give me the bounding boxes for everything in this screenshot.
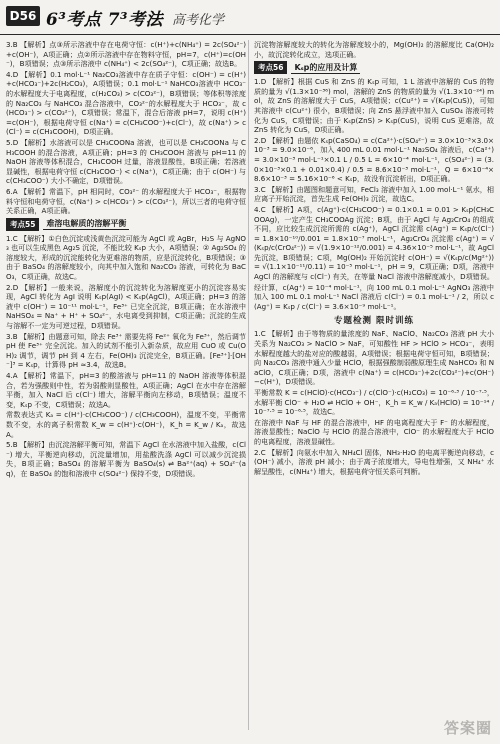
section-heading-56 <box>254 61 494 74</box>
answer-paragraph: 5.D 【解析】水溶液可以是 CH₃COONa 溶液，也可以是 CH₃COONa 与 CH₃COOH 的混合溶液，A项正确；pH=3 的 CH₃COOH 溶液与 pH=11 的 NaOH 溶液等体积混合，CH₃COOH 过量，溶液显酸性，B项正确；若溶液显碱性，根据电荷守恒 c(CH₃COO⁻) < c(Na⁺)，C项正确；由于 c(OH⁻) 与 c(CH₃COO⁻) 大小不确定，D项错误。 <box>6 137 246 186</box>
answer-paragraph: 5.B 【解析】由沉淀溶解平衡可知，常温下 AgCl 在水溶液中加入盐酸，c(Cl⁻) 增大，平衡逆向移动，沉淀量增加，用盐酸洗涤 AgCl 可以减少沉淀损失，B项正确；BaSO₄ 的溶解平衡为 BaSO₄(s) ⇌ Ba²⁺(aq) + SO₄²⁻(aq)，在 BaSO₄ 的饱和溶液中 c(SO₄²⁻) 保持不变，D项错误。 <box>6 440 246 478</box>
page-number-badge: D56 <box>6 6 40 26</box>
answer-paragraph: 1.C 【解析】①白色沉淀或浅黄色沉淀可能为 AgCl 或 AgBr，H₂S 与 AgNO₃ 也可以生成黑色 Ag₂S 沉淀，不能比较 Kₛp 大小，A项错误；② Ag₂SO₄ 的溶度较大，形成的沉淀能转化为更难溶的物质，应是沉淀转化，B项错误；③由于 BaSO₄ 的溶解度较小，向其中加入饱和 Na₂CO₃ 溶液，可转化为 BaCO₃，C项正确，故选C。 <box>6 233 246 282</box>
answer-paragraph: 2.C 【解析】向氨水中加入 NH₄Cl 固体，NH₃·H₂O 的电离平衡逆向移动，c(OH⁻) 减小，溶液 pH 减小；由于离子浓度增大，导电性增强，又 NH₄⁺ 水解呈酸性，c(NH₄⁺) 增大，根据电荷守恒关系可判断。 <box>254 447 494 476</box>
answer-paragraph: 3.C 【解析】由题图和题意可知，FeCl₃ 溶液中加入 1.00 mol·L⁻¹ 氨水，相应离子开始沉淀，首先生成 Fe(OH)₃ 沉淀，故选C。 <box>254 184 494 204</box>
right-column <box>254 40 494 730</box>
answer-paragraph: 2.D 【解析】由题依 Kₛp(CaSO₄) = c(Ca²⁺)·c(SO₄²⁻) = 3.0×10⁻³×3.0×10⁻³ = 9.0×10⁻⁶，加入 400 mL 0.01 mol·L⁻¹ Na₂SO₄ 溶液后，c(Ca²⁺) = 3.0×10⁻³ mol·L⁻¹×0.1 L / 0.5 L = 6×10⁻⁴ mol·L⁻¹，c(SO₄²⁻) = (3.0×10⁻³×0.1 + 0.01×0.4) / 0.5 = 8.6×10⁻³ mol·L⁻¹，Q = 6×10⁻⁴×8.6×10⁻³ = 5.16×10⁻⁶ < Kₛp，故没有沉淀析出，D项正确。 <box>254 135 494 184</box>
page-header <box>0 0 500 35</box>
answer-paragraph: 3.B 【解析】由题意可知，除去 Fe³⁺ 需要先将 Fe²⁺ 氧化为 Fe³⁺，然后调节 pH 使 Fe³⁺ 完全沉淀。加入的试剂不能引入新杂质，故应用 CuO 或 Cu(OH)₂ 调节，调节 pH 到 4 左右，Fe(OH)₃ 沉淀完全，B项正确。[Fe³⁺]·[OH⁻]³ = Kₛp，计算得 pH ≈3.4，故选B。 <box>6 331 246 370</box>
answer-paragraph: 3.B 【解析】点③所示溶液中存在电荷守恒：c(H⁺)+c(NH₄⁺) = 2c(SO₄²⁻)+c(OH⁻)，A项正确；点②所示溶液中存在物料守恒，pH=7，c(H⁺)=c(OH⁻)，B项错误；点③所示溶液中 c(NH₄⁺) < 2c(SO₄²⁻)，C项正确；故选B。 <box>6 40 246 69</box>
answer-paragraph: 经计算，c(Ag⁺) = 10⁻⁴ mol·L⁻¹，向 100 mL 0.1 mol·L⁻¹ AgNO₃ 溶液中加入 100 mL 0.1 mol·L⁻¹ NaCl 溶液后 c(Cl⁻) = 0.1 mol·L⁻¹ / 2，所以 c(Ag⁺) = Kₛp / c(Cl⁻) = 3.6×10⁻⁹ mol·L⁻¹。 <box>254 282 494 311</box>
answer-paragraph: 2.D 【解析】一般来说，溶解度小的沉淀转化为溶解度更小的沉淀容易实现，AgCl 转化为 AgI 说明 Kₛp(AgI) < Kₛp(AgCl)，A项正确；pH=3 的溶液中 c(OH⁻) = 10⁻¹¹ mol·L⁻¹，Fe³⁺ 已完全沉淀，B项正确；在水溶液中 NaHSO₄ = Na⁺ + H⁺ + SO₄²⁻，水电离受到抑制，C项正确；沉淀的生成与溶解不一定为可逆过程，D项错误。 <box>6 282 246 331</box>
answer-paragraph: 1.D 【解析】根据 CuS 和 ZnS 的 Kₛp 可知，1 L 溶液中溶解的 CuS 的物质的量为 √(1.3×10⁻³⁶) mol，溶解的 ZnS 的物质的量为 √(1.3×10⁻²⁴) mol，故 ZnS 的溶解度大于 CuS，A项错误；c(Cu²⁺) = √(Kₛp(CuS))，可知其溶液中 c(Cu²⁺) 很小，B项错误；向 ZnS 悬浮液中加入 CuSO₄ 溶液可转化为 CuS，C项错误；由于 Kₛp(ZnS) > Kₛp(CuS)，说明 CuS 更难溶，故 ZnS 转化为 CuS，D项正确。 <box>254 77 494 135</box>
answer-paragraph: 1.C 【解析】由于等物质的量浓度的 NaF、NaClO、Na₂CO₃ 溶液 pH 大小关系为 Na₂CO₃ > NaClO > NaF，可知酸性 HF > HClO > HCO₃⁻，表明水解程度越大的盐对应的酸越弱，A项错误；根据电荷守恒可知，B项错误；向 Na₂CO₃ 溶液中通入少量 HClO，根据强酸制弱酸原理生成 NaHCO₃ 和 NaClO，C项正确；D项，溶液中 c(Na⁺) = c(HCO₃⁻)+2c(CO₃²⁻)+c(OH⁻)−c(H⁺)，D项错误。 <box>254 329 494 387</box>
answer-paragraph: 4.D 【解析】0.1 mol·L⁻¹ Na₂CO₃溶液中存在质子守恒：c(OH⁻) = c(H⁺)+c(HCO₃⁻)+2c(H₂CO₃)，A项错误；0.1 mol·L⁻¹ NaHCO₃溶液中 HCO₃⁻的水解程度大于电离程度，c(H₂CO₃) > c(CO₃²⁻)，B项错误；等体积等浓度的 Na₂CO₃ 与 NaHCO₃ 混合溶液中，CO₃²⁻的水解程度大于 HCO₃⁻，故 c(HCO₃⁻) > c(CO₃²⁻)，C项错误；常温下，混合后溶液 pH=7，说明 c(H⁺)=c(OH⁻)，根据电荷守恒 c(Na⁺) = c(CH₃COO⁻)+c(Cl⁻)，故 c(Na⁺) > c(Cl⁻) = c(CH₃COOH)，D项正确。 <box>6 69 246 137</box>
section-tag: 考点55 <box>6 218 39 231</box>
subject-title: 高考化学 <box>172 13 225 28</box>
watermark-logo: 答案圈 <box>443 719 492 737</box>
answer-paragraph: 平衡常数 K = c(HClO)·c(HCO₃⁻) / c(ClO⁻)·c(H₂CO₃) = 10⁻⁶·³ / 10⁻⁷·⁵，水解平衡 ClO⁻ + H₂O ⇌ HClO + OH⁻，K_h = K_w / Kₐ(HClO) = 10⁻¹⁴ / 10⁻⁷·⁵ = 10⁻⁶·⁵，故选C。 <box>254 388 494 417</box>
section-title: Kₛp的应用及计算 <box>291 62 360 74</box>
answer-paragraph: 4.C 【解析】A项，c(Ag⁺)·c(CH₃COO⁻) = 0.1×0.1 = 0.01 > Kₛp(CH₃COOAg)，一定产生 CH₃COOAg 沉淀；B项，由于 AgCl 与 Ag₂CrO₄ 的组成不同，应比较生成沉淀所需的 c(Ag⁺)，AgCl 沉淀需 c(Ag⁺) = Kₛp/c(Cl⁻) = 1.8×10⁻¹⁰/0.001 = 1.8×10⁻⁷ mol·L⁻¹，Ag₂CrO₄ 沉淀需 c(Ag⁺) = √(Kₛp/c(CrO₄²⁻)) = √(1.9×10⁻¹²/0.001) = 4.36×10⁻⁵ mol·L⁻¹，故 AgCl 先沉淀，B项错误；C项，Mg(OH)₂ 开始沉淀时 c(OH⁻) = √(Kₛp/c(Mg²⁺)) = √(1.1×10⁻¹¹/0.11) = 10⁻⁵ mol·L⁻¹，pH = 9，C项正确；D项，溶液中 AgCl 的溶解度与 c(Cl⁻) 有关，在等量 NaCl 溶液中溶解度减小，D项错误。 <box>254 204 494 282</box>
answer-paragraph: 沉淀物溶解度较大的转化为溶解度较小的，Mg(OH)₂ 的溶解度比 Ca(OH)₂ 小，故沉淀转化成立，选项正确。 <box>254 40 494 59</box>
answer-paragraph: 4.A 【解析】常温下，pH=3 的酸溶液与 pH=11 的 NaOH 溶液等体积混合，若为强酸则中性，若为弱酸则显酸性，A项正确；AgCl 在水中存在溶解平衡，加入 NaCl 后 c(Cl⁻) 增大，溶解平衡向左移动，B项错误；温度不变，Kₛp 不变，C项错误；故选A。 <box>6 371 246 409</box>
section-title: 难溶电解质的溶解平衡 <box>43 218 129 230</box>
column-divider <box>248 40 249 730</box>
section-heading-55 <box>6 218 246 231</box>
book-brand-title: 6³考点 7³考法 <box>46 10 163 30</box>
answer-paragraph: 6.A 【解析】常温下，pH 相同时，CO₃²⁻ 的水解程度大于 HCO₃⁻，根据物料守恒和电荷守恒，c(Na⁺) > c(HCO₃⁻) > c(CO₃²⁻)，所以三者的电荷守恒关系正确，A项正确。 <box>6 186 246 216</box>
special-test-heading: 专题检测 限时训练 <box>334 316 414 327</box>
answer-paragraph: 常数表达式 Kₐ = c(H⁺)·c(CH₃COO⁻) / c(CH₃COOH)，温度不变，平衡常数不变，水的离子积常数 K_w = c(H⁺)·c(OH⁻)，K_h = K_w / Kₐ，故选A。 <box>6 410 246 439</box>
section-tag: 考点56 <box>254 61 287 74</box>
left-column <box>6 40 246 730</box>
answer-paragraph: 在溶液中 NaF 与 HF 的混合溶液中，HF 的电离程度大于 F⁻ 的水解程度，溶液显酸性；NaClO 与 HClO 的混合溶液中，ClO⁻ 的水解程度大于 HClO 的电离程度，溶液显碱性。 <box>254 417 494 446</box>
